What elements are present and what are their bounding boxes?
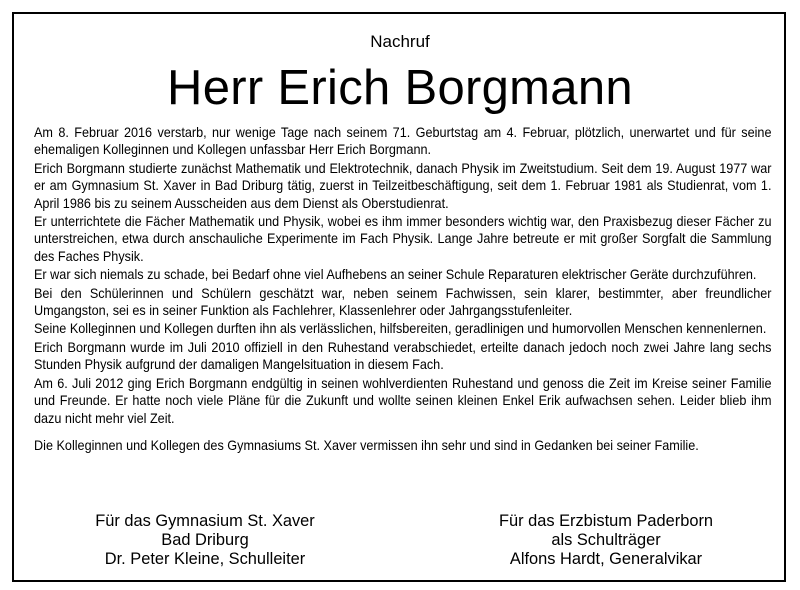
paragraph-closing: Die Kolleginnen und Kollegen des Gymnasiums St. Xaver vermissen ihn sehr und sind in Gedanken bei seiner Familie. (34, 437, 699, 453)
signature-archdiocese (451, 512, 761, 570)
paragraph-colleagues: Seine Kolleginnen und Kollegen durften ihn als verlässlichen, hilfsbereiten, geradlinigen und humorvollen Menschen kennenlernen. (34, 321, 767, 337)
paragraph-teaching: Er unterrichtete die Fächer Mathematik und Physik, wobei es ihm immer besonders wichtig war, den Praxisbezug dieser Fächer zu unterstreichen, etwa durch anschauliche Experimente im Fach Physik. Lange Jahre betreute er mit großer Sorgfalt die Sammlung des Faches Physik. (34, 214, 772, 264)
paragraph-career: Erich Borgmann studierte zunächst Mathematik und Elektrotechnik, danach Physik im Zweitstudium. Seit dem 19. August 1977 war er am Gymnasium St. Xaver in Bad Driburg tätig, zuerst in Teilzeitbeschäftigung, seit dem 1. Februar 1981 als Studienrat, vom 1. April 1986 bis zu seinem Ausscheiden aus dem Dienst als Oberstudienrat. (34, 160, 772, 211)
notice-type-label: Nachruf (370, 32, 430, 51)
deceased-name-heading: Herr Erich Borgmann (167, 61, 633, 115)
signature-school (50, 512, 360, 570)
signature-school-line: Dr. Peter Kleine, Schulleiter (104, 550, 306, 569)
paragraph-final-years: Am 6. Juli 2012 ging Erich Borgmann endgültig in seinen wohlverdienten Ruhestand und genoss die Zeit im Kreise seiner Familie und Freunde. Er hatte noch viele Pläne für die Zukunft und wollte seinen kleinen Enkel Erik aufwachsen sehen. Leider blieb ihm dazu nicht mehr viel Zeit. (34, 375, 772, 426)
paragraph-retirement: Erich Borgmann wurde im Juli 2010 offiziell in den Ruhestand verabschiedet, erteilte danach jedoch noch zwei Jahre lang sechs Stunden Physik aufgrund der damaligen Mangelsituation in diesem Fach. (34, 339, 772, 373)
paragraph-death-announcement: Am 8. Februar 2016 verstarb, nur wenige Tage nach seinem 71. Geburtstag am 4. Februar, plötzlich, unerwartet und für seine ehemaligen Kolleginnen und Kollegen unfassbar Herr Erich Borgmann. (34, 125, 772, 158)
signature-archdiocese-line: Für das Erzbistum Paderborn (498, 512, 714, 530)
signature-school-line: Für das Gymnasium St. Xaver (95, 512, 315, 530)
obituary-text (34, 124, 771, 454)
paragraph-students: Bei den Schülerinnen und Schülern geschätzt war, neben seinem Fachwissen, sein klarer, bestimmter, aber freundlicher Umgangston, sei es in seiner Funktion als Fachlehrer, Klassenlehrer oder Jahrgangsstufenleiter. (34, 285, 772, 319)
signature-school-line: Bad Driburg (161, 531, 249, 550)
signature-archdiocese-line: als Schulträger (551, 531, 661, 550)
paragraph-repairs: Er war sich niemals zu schade, bei Bedarf ohne viel Aufhebens an seiner Schule Reparaturen elektrischer Geräte durchzuführen. (34, 267, 757, 283)
signature-archdiocese-line: Alfons Hardt, Generalvikar (509, 550, 703, 569)
